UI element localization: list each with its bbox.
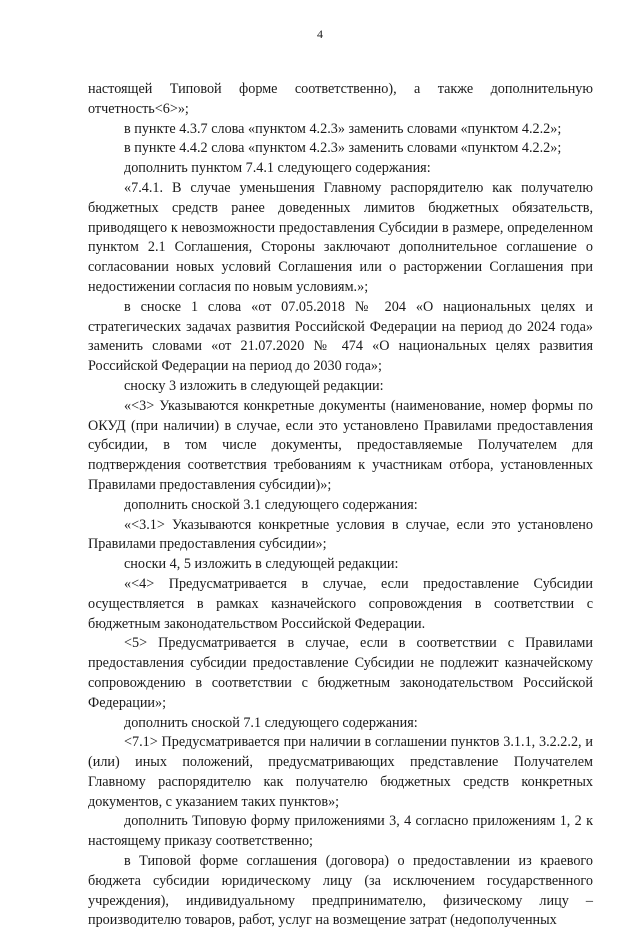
- paragraph-footnote-7-1-intro: дополнить сноской 7.1 следующего содержания:: [124, 714, 418, 731]
- paragraph-item-4-3-7: в пункте 4.3.7 слова «пунктом 4.2.3» заменить словами «пунктом 4.2.2»;: [124, 120, 562, 137]
- paragraph-footnote-4-text: «<4> Предусматривается в случае, если предоставление Субсидии осуществляется в рамках казначейского сопровождения в соответствии с бюджетным законодательством Российской Федерации.: [88, 575, 593, 632]
- paragraph-footnote-3-intro: сноску 3 изложить в следующей редакции:: [124, 377, 384, 394]
- paragraph-footnotes-4-5-intro: сноски 4, 5 изложить в следующей редакции:: [124, 556, 399, 573]
- paragraph-add-7-4-1: дополнить пунктом 7.4.1 следующего содержания:: [124, 160, 431, 177]
- paragraph-continuation: настоящей Типовой форме соответственно), а также дополнительную отчетность<6>»;: [88, 81, 593, 117]
- paragraph-footnote-3-1-text: «<3.1> Указываются конкретные условия в случае, если это установлено Правилами предоставления субсидии»;: [88, 516, 593, 553]
- paragraph-footnote-3-1-intro: дополнить сноской 3.1 следующего содержания:: [124, 496, 418, 513]
- paragraph-item-4-4-2: в пункте 4.4.2 слова «пунктом 4.2.3» заменить словами «пунктом 4.2.2»;: [124, 140, 562, 157]
- document-body: [88, 80, 593, 931]
- paragraph-agreement-form: в Типовой форме соглашения (договора) о предоставлении из краевого бюджета субсидии юридическому лицу (за исключением государственного учреждения), индивидуальному предпринимателю, физическому лицу – производителю товаров, работ, услуг на возмещение затрат (недополученных: [88, 853, 593, 929]
- paragraph-footnote-5-text: <5> Предусматривается в случае, если в соответствии с Правилами предоставления субсидии предоставление Субсидии не подлежит казначейскому сопровождению в соответствии с бюджетным законодательством Российской Федерации»;: [88, 635, 593, 711]
- paragraph-appendices: дополнить Типовую форму приложениями 3, 4 согласно приложениям 1, 2 к настоящему приказу соответственно;: [88, 813, 593, 850]
- page-number: 4: [317, 27, 323, 41]
- paragraph-7-4-1-text: «7.4.1. В случае уменьшения Главному распорядителю как получателю бюджетных средств ранее доведенных лимитов бюджетных обязательств, приводящего к невозможности предоставления Субсидии в размере, определенном пунктом 2.1 Соглашения, Стороны заключают дополнительное соглашение о согласовании новых условий Соглашения или о расторжении Соглашения при недостижении согласия по новым условиям.»;: [88, 179, 593, 295]
- paragraph-footnote-3-text: «<3> Указываются конкретные документы (наименование, номер формы по ОКУД (при наличии) в случае, если это установлено Правилами предоставления субсидии, в том числе документы, предоставляемые Получателем для подтверждения соответствия требованиям к участникам отбора, установленных Правилами предоставления субсидии)»;: [88, 397, 593, 493]
- paragraph-footnote-7-1-text: <7.1> Предусматривается при наличии в соглашении пунктов 3.1.1, 3.2.2.2, и (или) иных положений, предусматривающих представление Получателем Главному распорядителю как получателю бюджетных средств конкретных документов, с указанием таких пунктов»;: [88, 734, 593, 810]
- paragraph-footnote-1: в сноске 1 слова «от 07.05.2018 № 204 «О национальных целях и стратегических задачах развития Российской Федерации на период до 2024 года» заменить словами «от 21.07.2020 № 474 «О национальных целях развития Российской Федерации на период до 2030 года»;: [88, 298, 593, 375]
